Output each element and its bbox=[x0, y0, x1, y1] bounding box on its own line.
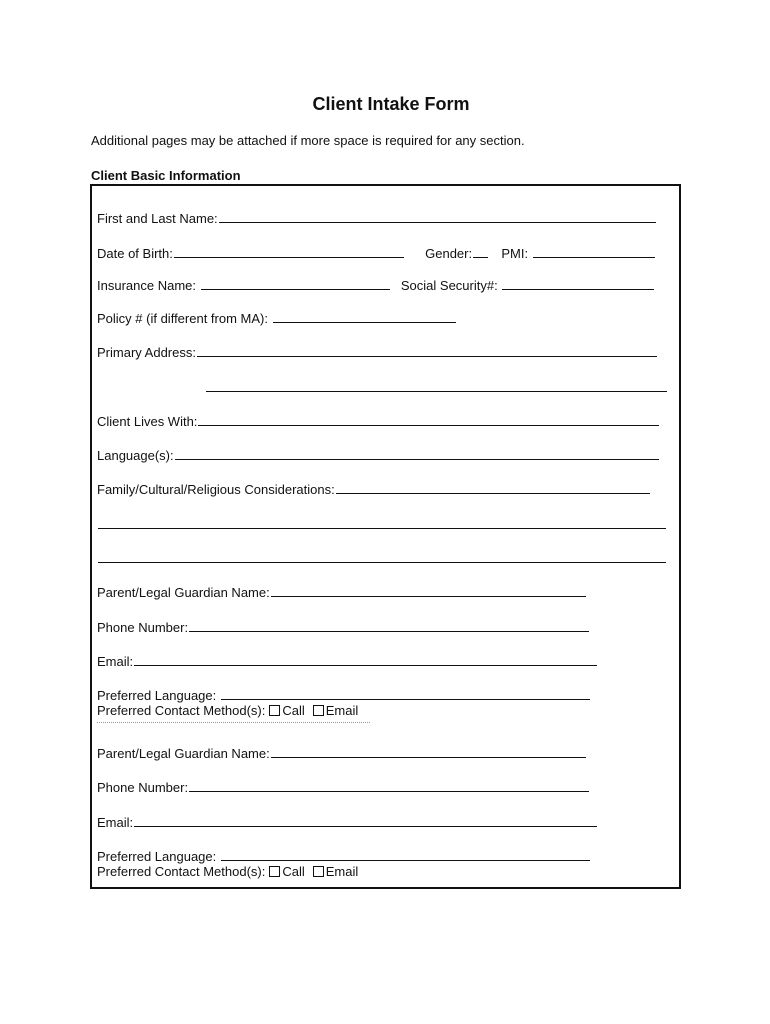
primary-address-line-2 bbox=[205, 379, 667, 395]
guardian-1-phone-field[interactable] bbox=[189, 619, 589, 632]
primary-address-field-2[interactable] bbox=[206, 379, 667, 392]
languages-label: Language(s): bbox=[97, 448, 174, 463]
date-of-birth-field[interactable] bbox=[174, 245, 404, 258]
guardian-language-label: Preferred Language: bbox=[97, 688, 217, 703]
guardian-1-name-row bbox=[97, 584, 586, 600]
guardian-contact-label: Preferred Contact Method(s): bbox=[97, 864, 266, 879]
section-heading: Client Basic Information bbox=[91, 168, 241, 183]
call-option-label: Call bbox=[282, 864, 305, 879]
guardian-1-language-row bbox=[97, 687, 590, 703]
dob-gender-pmi-row bbox=[97, 245, 655, 261]
family-considerations-label: Family/Cultural/Religious Considerations: bbox=[97, 482, 335, 497]
guardian-1-contact-row bbox=[97, 703, 358, 719]
pmi-field[interactable] bbox=[533, 245, 655, 258]
guardian-divider bbox=[97, 722, 370, 723]
guardian-2-name-row bbox=[97, 745, 586, 761]
guardian-phone-label: Phone Number: bbox=[97, 780, 189, 795]
insurance-name-field[interactable] bbox=[201, 277, 390, 290]
page-title: Client Intake Form bbox=[312, 94, 470, 114]
guardian-1-email-row bbox=[97, 653, 597, 669]
guardian-2-email-field[interactable] bbox=[134, 814, 597, 827]
gender-label: Gender: bbox=[425, 246, 473, 261]
guardian-2-name-field[interactable] bbox=[271, 745, 586, 758]
policy-row bbox=[97, 310, 456, 326]
gender-field[interactable] bbox=[473, 245, 488, 258]
guardian-phone-label: Phone Number: bbox=[97, 620, 189, 635]
guardian-1-language-field[interactable] bbox=[221, 687, 590, 700]
call-option-label: Call bbox=[282, 703, 305, 718]
client-lives-with-row bbox=[97, 413, 659, 429]
guardian-1-name-field[interactable] bbox=[271, 584, 586, 597]
guardian-2-call-checkbox[interactable] bbox=[269, 866, 280, 877]
social-security-label: Social Security#: bbox=[400, 278, 498, 293]
guardian-2-email-row bbox=[97, 814, 597, 830]
social-security-field[interactable] bbox=[502, 277, 654, 290]
family-considerations-line-3 bbox=[97, 550, 666, 566]
first-last-name-label: First and Last Name: bbox=[97, 211, 218, 226]
guardian-1-email-field[interactable] bbox=[134, 653, 597, 666]
guardian-name-label: Parent/Legal Guardian Name: bbox=[97, 746, 270, 761]
languages-row bbox=[97, 447, 659, 463]
policy-label: Policy # (if different from MA): bbox=[97, 311, 268, 326]
primary-address-field[interactable] bbox=[197, 344, 657, 357]
policy-field[interactable] bbox=[273, 310, 456, 323]
guardian-contact-label: Preferred Contact Method(s): bbox=[97, 703, 266, 718]
languages-field[interactable] bbox=[175, 447, 659, 460]
primary-address-label: Primary Address: bbox=[97, 345, 196, 360]
pmi-label: PMI: bbox=[501, 246, 529, 261]
email-option-label: Email bbox=[325, 703, 359, 718]
guardian-email-label: Email: bbox=[97, 815, 134, 830]
primary-address-row bbox=[97, 344, 657, 360]
guardian-name-label: Parent/Legal Guardian Name: bbox=[97, 585, 270, 600]
intro-text: Additional pages may be attached if more space is required for any section. bbox=[91, 133, 525, 148]
guardian-1-email-checkbox[interactable] bbox=[313, 705, 324, 716]
first-last-name-row bbox=[97, 210, 656, 226]
family-considerations-field[interactable] bbox=[336, 481, 650, 494]
family-considerations-field-2[interactable] bbox=[98, 516, 666, 529]
insurance-ssn-row bbox=[97, 277, 654, 293]
family-considerations-row bbox=[97, 481, 650, 497]
guardian-2-email-checkbox[interactable] bbox=[313, 866, 324, 877]
family-considerations-line-2 bbox=[97, 516, 666, 532]
guardian-1-phone-row bbox=[97, 619, 589, 635]
family-considerations-field-3[interactable] bbox=[98, 550, 666, 563]
email-option-label: Email bbox=[325, 864, 359, 879]
guardian-1-call-checkbox[interactable] bbox=[269, 705, 280, 716]
first-last-name-field[interactable] bbox=[219, 210, 656, 223]
guardian-2-language-field[interactable] bbox=[221, 848, 590, 861]
client-lives-with-field[interactable] bbox=[198, 413, 659, 426]
guardian-2-phone-row bbox=[97, 779, 589, 795]
guardian-2-contact-row bbox=[97, 864, 358, 880]
client-lives-with-label: Client Lives With: bbox=[97, 414, 198, 429]
guardian-language-label: Preferred Language: bbox=[97, 849, 217, 864]
insurance-name-label: Insurance Name: bbox=[97, 278, 196, 293]
guardian-2-phone-field[interactable] bbox=[189, 779, 589, 792]
guardian-email-label: Email: bbox=[97, 654, 134, 669]
date-of-birth-label: Date of Birth: bbox=[97, 246, 173, 261]
guardian-2-language-row bbox=[97, 848, 590, 864]
